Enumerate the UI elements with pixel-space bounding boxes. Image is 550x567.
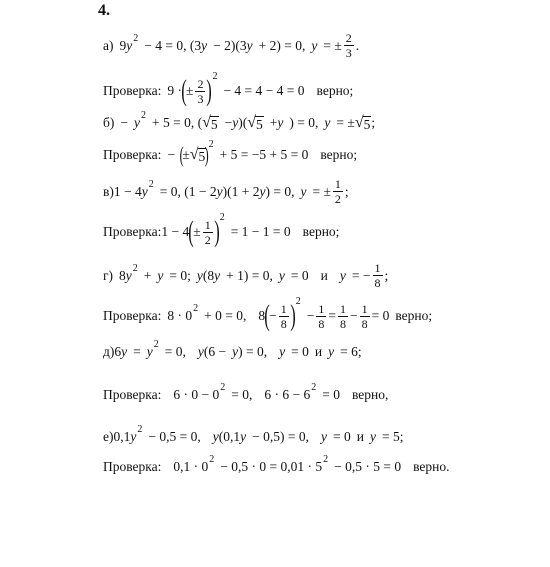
square-root: √ 5	[202, 114, 218, 132]
equation-f: е) 0,1 y 2 − 0,5 = 0, y (0,1 y − 0,5) = 0, y = 0 и y = 5;	[103, 423, 404, 444]
fraction: $\frac{1}{2}$	[334, 177, 341, 206]
equation-e: д) 6 y = y 2 = 0, y (6 − y ) = 0, y = 0 и y = 6;	[103, 338, 362, 359]
equation-b: б) − y 2 + 5 = 0, ( √ 5 − y )( √ 5 + y ) = 0, y = ± √ 5 ;	[103, 110, 376, 132]
fraction: $\frac{2}{3}$	[345, 31, 352, 60]
check-c: Проверка: 1 − 4 ( ± $\frac{1}{2}$ ) 2 = 1 − 1 = 0 верно;	[103, 212, 340, 248]
fraction: $\frac{1}{8}$	[340, 301, 346, 331]
fraction: $\frac{1}{8}$	[374, 261, 381, 290]
fraction: $\frac{1}{8}$	[361, 301, 368, 331]
fraction: $\frac{1}{8}$	[318, 301, 325, 331]
equation-a: а) 9 y 2 − 4 = 0, (3 y − 2)(3 y + 2) = 0, y = ± $\frac{2}{3}$ .	[103, 31, 360, 60]
equation-d: г) 8 y 2 + y = 0; y (8 y + 1) = 0, y = 0 и y = − $\frac{1}{8}$ ;	[103, 261, 389, 290]
equation-c: в) 1 − 4 y 2 = 0, (1 − 2 y )(1 + 2 y ) = 0, y = ± $\frac{1}{2}$ ;	[103, 177, 349, 206]
square-root: √ 5	[247, 114, 263, 132]
check-e: Проверка: 6 · 0 − 0 2 = 0, 6 · 6 − 6 2 = 0 верно,	[103, 381, 389, 402]
problem-number: 4.	[98, 2, 110, 19]
fraction: $\frac{1}{8}$	[280, 301, 287, 331]
check-b: Проверка: − ( ± √ 5 ) 2 + 5 = −5 + 5 = 0 верно;	[103, 139, 358, 167]
square-root: √ 5	[189, 146, 206, 164]
label: а)	[103, 37, 114, 53]
fraction: $\frac{2}{3}$	[197, 76, 204, 106]
square-root: √ 5	[354, 114, 371, 132]
check-f: Проверка: 0,1 · 0 2 − 0,5 · 0 = 0,01 · 5 2 − 0,5 · 5 = 0 верно.	[103, 453, 450, 474]
fraction: $\frac{1}{2}$	[204, 217, 211, 247]
check-d: Проверка: 8 · 0 2 + 0 = 0, 8 ( − $\frac{1}{8}$ ) 2 − $\frac{1}{8}$ = $\frac{1}{8}$ − $\frac{1}{8}$ = 0 верно;	[103, 296, 433, 332]
check-a: Проверка: 9 · ( ± $\frac{2}{3}$ ) 2 − 4 = 4 − 4 = 0 верно;	[103, 71, 354, 107]
